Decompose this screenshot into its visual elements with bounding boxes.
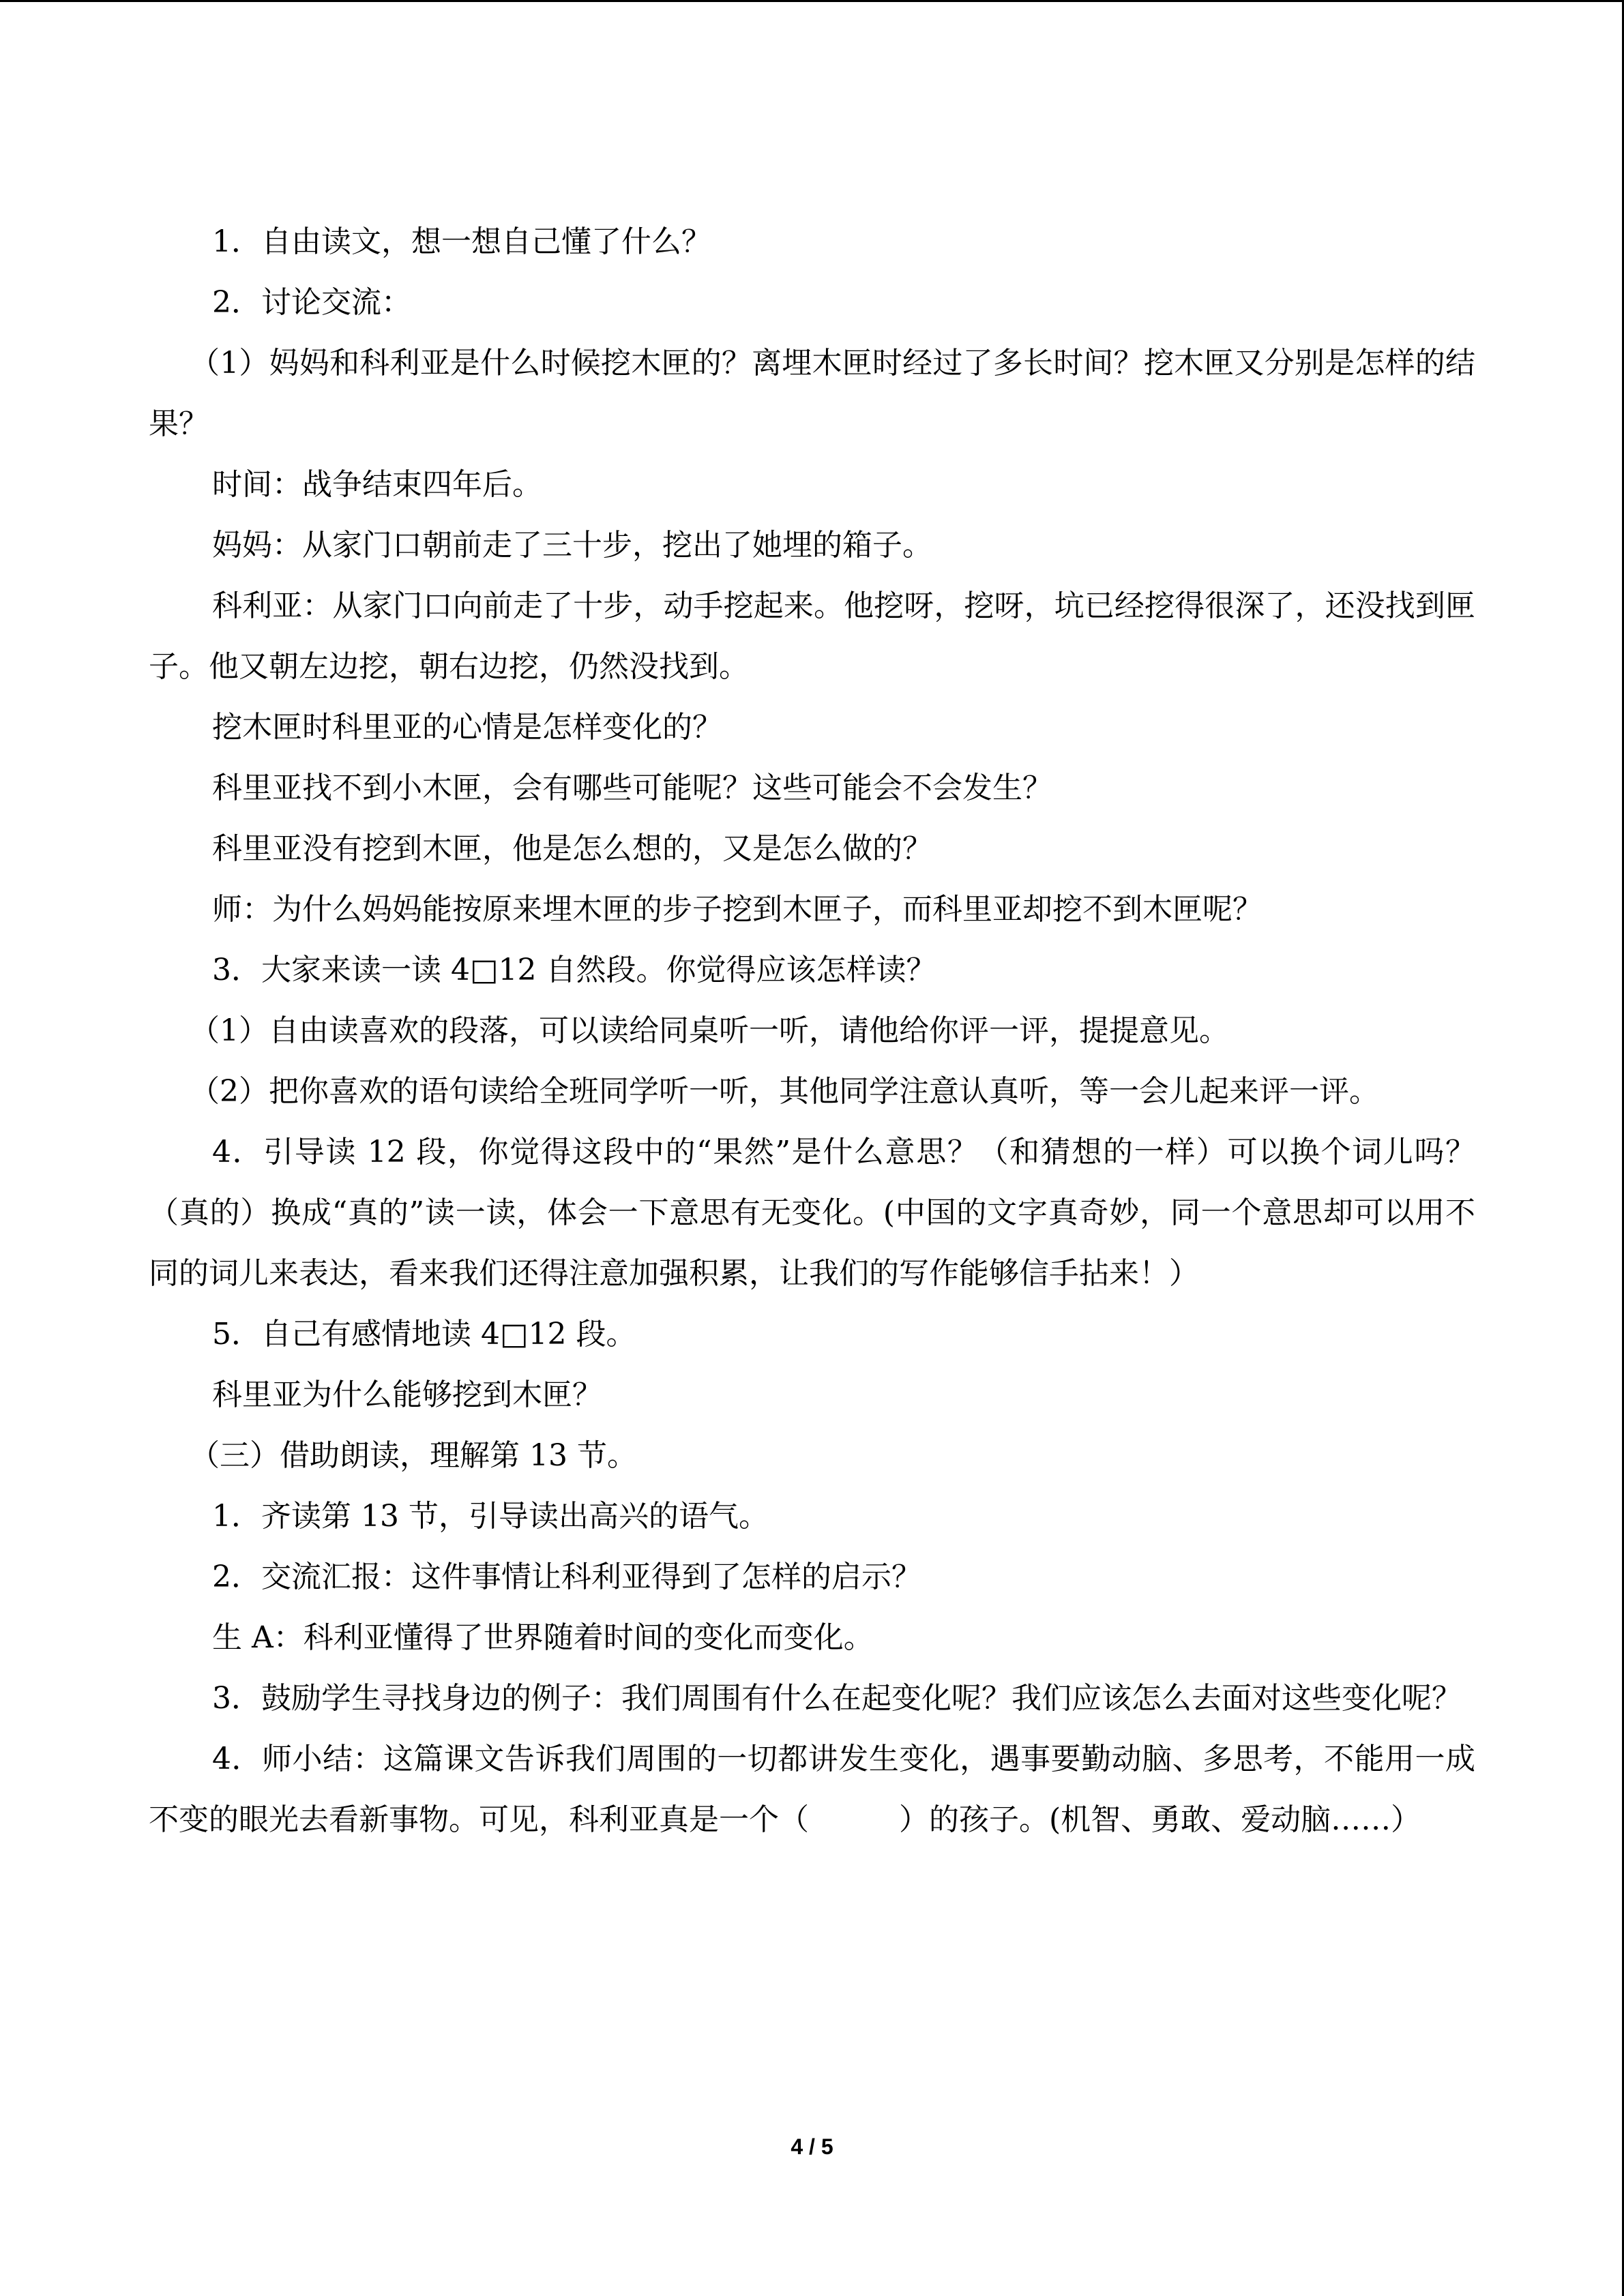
paragraph: 2．交流汇报：这件事情让科利亚得到了怎样的启示？ xyxy=(212,1560,921,1594)
document-body xyxy=(149,211,1475,1850)
paragraph: 生 A：科利亚懂得了世界随着时间的变化而变化。 xyxy=(212,1620,874,1655)
paragraph: 2．讨论交流： xyxy=(212,285,411,320)
paragraph: （1）妈妈和科利亚是什么时候挖木匣的？离埋木匣时经过了多长时间？挖木匣又分别是怎样的结果？ xyxy=(149,346,1475,441)
paragraph: 3．大家来读一读 4□12 自然段。你觉得应该怎样读？ xyxy=(212,953,936,987)
paragraph: 妈妈：从家门口朝前走了三十步，挖出了她埋的箱子。 xyxy=(212,528,932,563)
paragraph: 4．引导读 12 段，你觉得这段中的“果然”是什么意思？（和猜想的一样）可以换个词儿吗？（真的）换成“真的”读一读，体会一下意思有无变化。(中国的文字真奇妙，同一个意思却可以用不同的词儿来表达，看来我们还得注意加强积累，让我们的写作能够信手拈来！） xyxy=(149,1135,1475,1291)
paragraph: 5．自己有感情地读 4□12 段。 xyxy=(212,1317,636,1352)
paragraph: 1．自由读文，想一想自己懂了什么？ xyxy=(212,224,711,259)
paragraph: 3．鼓励学生寻找身边的例子：我们周围有什么在起变化呢？我们应该怎么去面对这些变化呢？ xyxy=(212,1681,1462,1716)
paragraph: （1）自由读喜欢的段落，可以读给同桌听一听，请他给你评一评，提提意见。 xyxy=(190,1013,1229,1048)
page-border-top xyxy=(0,0,1624,2)
paragraph: 4．师小结：这篇课文告诉我们周围的一切都讲发生变化，遇事要勤动脑、多思考，不能用一成不变的眼光去看新事物。可见，科利亚真是一个（ ）的孩子。(机智、勇敢、爱动脑……） xyxy=(149,1742,1475,1837)
paragraph: （三）借助朗读，理解第 13 节。 xyxy=(190,1438,637,1473)
page-number: 4 / 5 xyxy=(791,2134,833,2159)
paragraph: 1．齐读第 13 节，引导读出高兴的语气。 xyxy=(212,1499,769,1534)
paragraph: 科里亚找不到小木匣，会有哪些可能呢？这些可能会不会发生？ xyxy=(212,771,1052,805)
paragraph: 师：为什么妈妈能按原来埋木匣的步子挖到木匣子，而科里亚却挖不到木匣呢？ xyxy=(212,892,1263,927)
paragraph: 科里亚没有挖到木匣，他是怎么想的，又是怎么做的？ xyxy=(212,831,932,866)
paragraph: （2）把你喜欢的语句读给全班同学听一听，其他同学注意认真听，等一会儿起来评一评。 xyxy=(190,1074,1379,1109)
paragraph: 时间：战争结束四年后。 xyxy=(212,467,542,502)
paragraph: 科里亚为什么能够挖到木匣？ xyxy=(212,1377,602,1412)
paragraph: 科利亚：从家门口向前走了十步，动手挖起来。他挖呀，挖呀，坑已经挖得很深了，还没找到匣子。他又朝左边挖，朝右边挖，仍然没找到。 xyxy=(149,588,1475,684)
paragraph: 挖木匣时科里亚的心情是怎样变化的？ xyxy=(212,710,722,745)
